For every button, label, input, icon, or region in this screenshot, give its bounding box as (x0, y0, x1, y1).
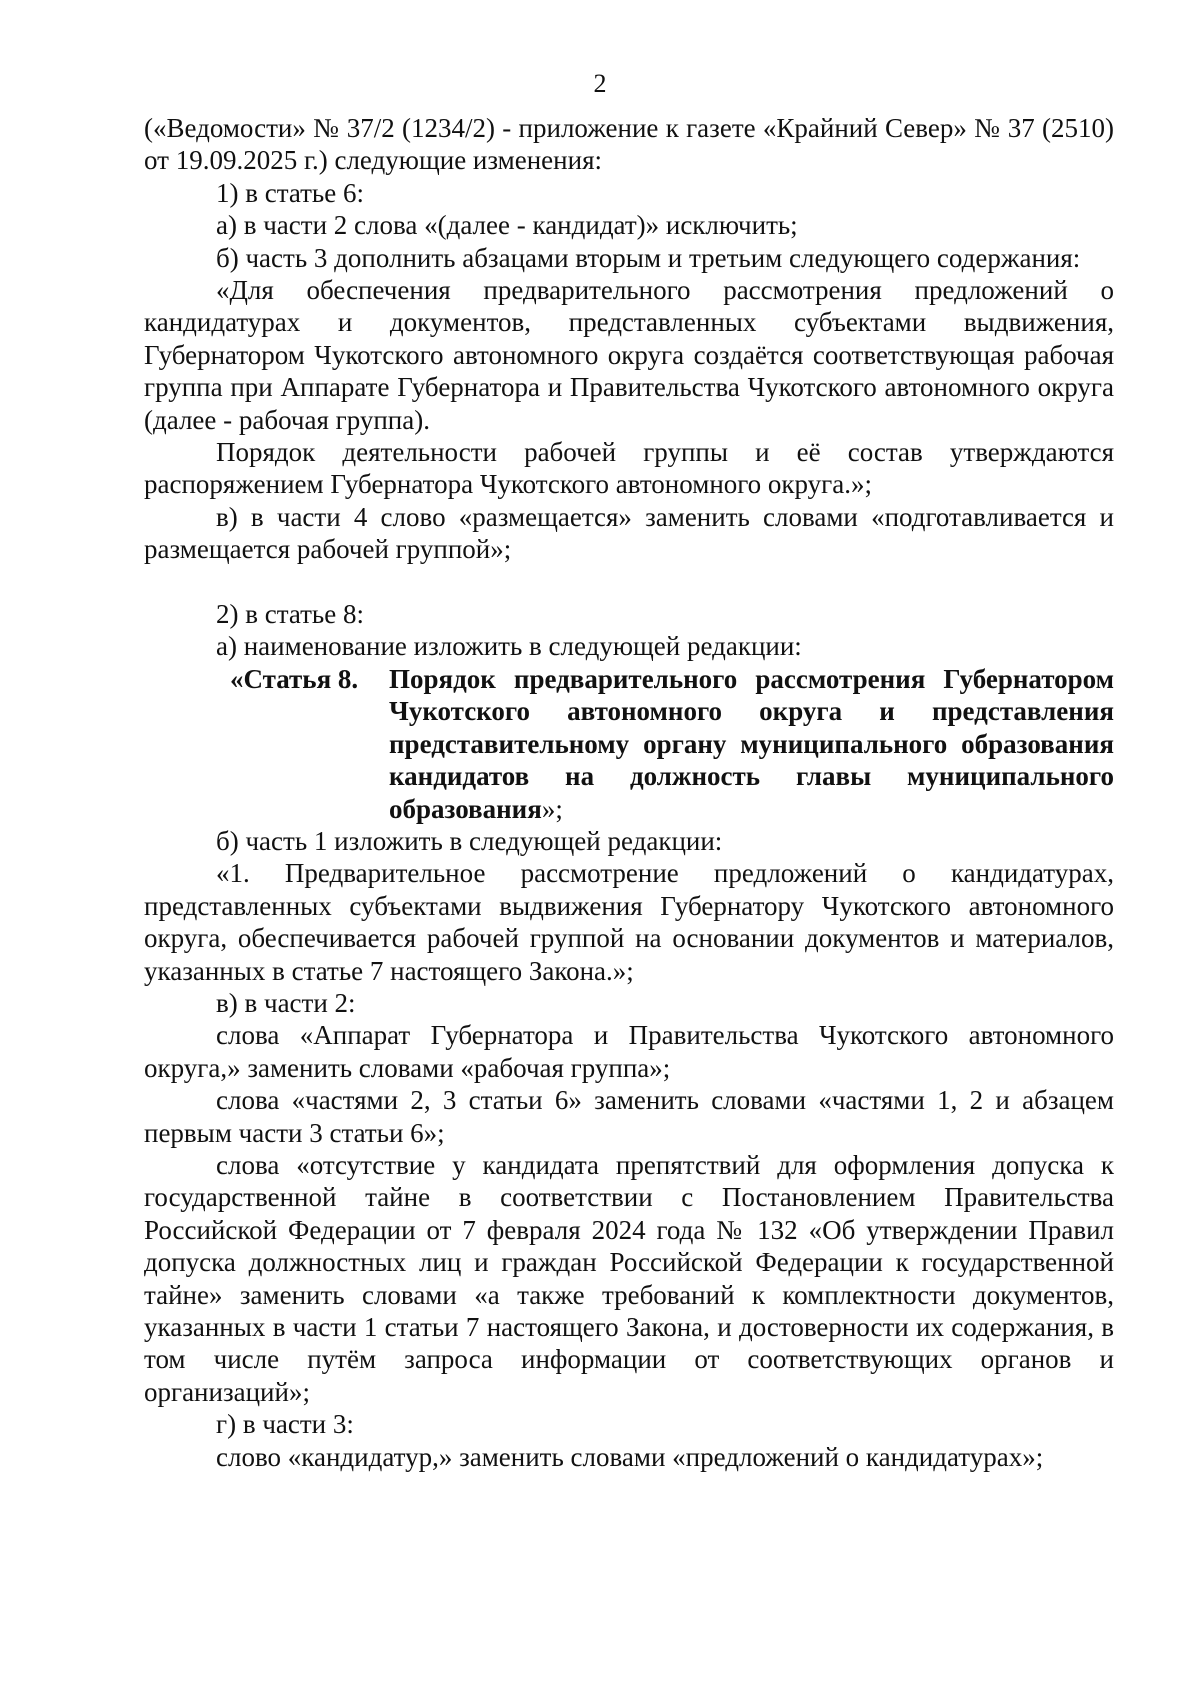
paragraph-item-1: 1) в статье 6: (216, 177, 364, 208)
paragraph-intro: («Ведомости» № 37/2 (1234/2) - приложение к газете «Крайний Север» № 37 (2510) от 19.09.2025 г.) следующие изменения: (144, 113, 1114, 176)
paragraph-replace-1: слова «Аппарат Губернатора и Правительства Чукотского автономного округа,» заменить словами «рабочая группа»; (144, 1020, 1114, 1083)
paragraph-quote-2: Порядок деятельности рабочей группы и её состав утверждаются распоряжением Губернатора Чукотского автономного округа.»; (144, 437, 1114, 500)
article-heading (144, 663, 1114, 825)
paragraph-quote-1: «Для обеспечения предварительного рассмотрения предложений о кандидатурах и документов, представленных субъектами выдвижения, Губернатором Чукотского автономного округа создаётся соответствующая рабочая группа при Аппарате Губернатора и Правительства Чукотского автономного округа (далее - рабочая группа). (144, 275, 1114, 435)
paragraph-replace-3: слова «отсутствие у кандидата препятствий для оформления допуска к государственной тайне в соответствии с Постановлением Правительства Российской Федерации от 7 февраля 2024 года № 132 «Об утверждении Правил допуска должностных лиц и граждан Российской Федерации к государственной тайне» заменить словами «а также требований к комплектности документов, указанных в части 1 статьи 7 настоящего Закона, и достоверности их содержания, в том числе путём запроса информации от соответствующих органов и организаций»; (144, 1149, 1114, 1407)
paragraph-item-1a: а) в части 2 слова «(далее - кандидат)» исключить; (216, 210, 798, 241)
paragraph-item-2a: а) наименование изложить в следующей редакции: (216, 631, 802, 662)
document-body (144, 112, 1114, 1473)
paragraph-replace-2: слова «частями 2, 3 статьи 6» заменить словами «частями 1, 2 и абзацем первым части 3 статьи 6»; (144, 1085, 1114, 1148)
paragraph-item-2g: г) в части 3: (216, 1409, 354, 1440)
article-heading-text: Порядок предварительного рассмотрения Губернатором Чукотского автономного округа и представления представительному органу муниципального образования кандидатов на должность главы муниципального образования (389, 663, 1114, 824)
page-number: 2 (593, 69, 607, 98)
blank-line (144, 566, 1114, 598)
paragraph-item-2b: б) часть 1 изложить в следующей редакции: (216, 825, 723, 856)
article-heading-close: »; (541, 793, 563, 824)
paragraph-replace-4: слово «кандидатур,» заменить словами «предложений о кандидатурах»; (216, 1441, 1044, 1472)
paragraph-item-2: 2) в статье 8: (216, 599, 364, 630)
article-heading-prefix: «Статья 8. (230, 663, 359, 694)
paragraph-item-2v: в) в части 2: (216, 987, 356, 1018)
article-heading-text-block (389, 663, 1114, 825)
paragraph-quote-part-1: «1. Предварительное рассмотрение предложений о кандидатурах, представленных субъектами выдвижения Губернатору Чукотского автономного округа, обеспечивается рабочей группой на основании документов и материалов, указанных в статье 7 настоящего Закона.»; (144, 858, 1114, 986)
paragraph-item-1v: в) в части 4 слово «размещается» заменить словами «подготавливается и размещается рабочей группой»; (144, 501, 1114, 565)
paragraph-item-1b: б) часть 3 дополнить абзацами вторым и третьим следующего содержания: (216, 242, 1081, 273)
